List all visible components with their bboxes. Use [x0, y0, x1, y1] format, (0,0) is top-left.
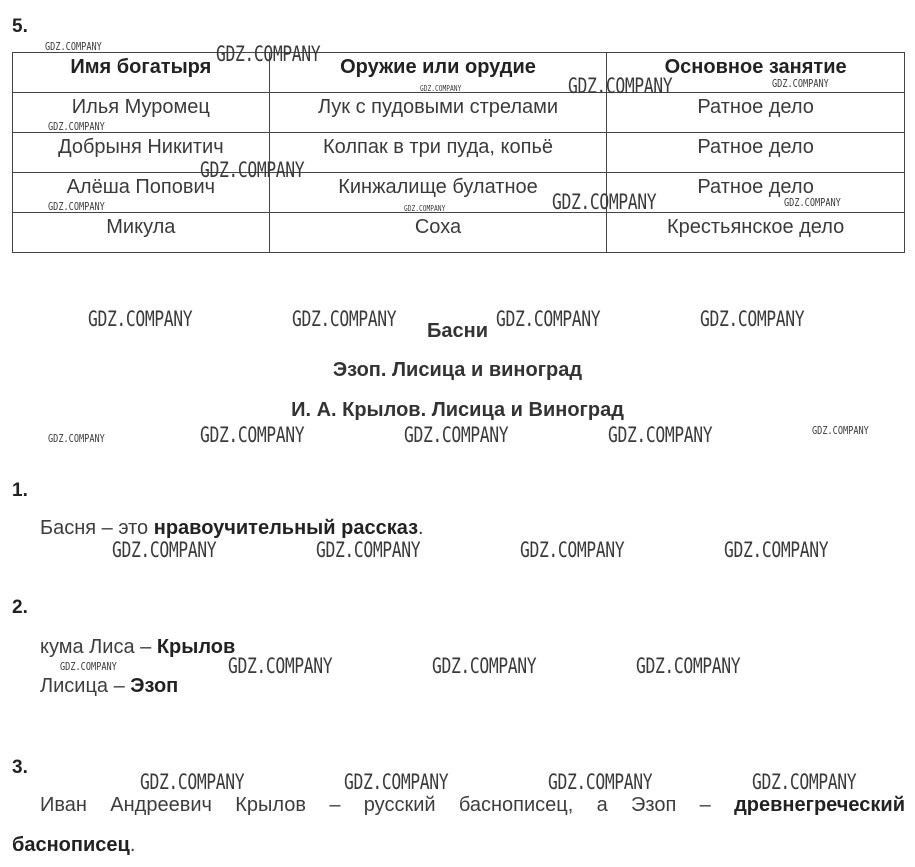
- section-subtitle-krylov: И. А. Крылов. Лисица и Виноград: [291, 399, 624, 421]
- watermark: GDZ.COMPANY: [404, 204, 446, 213]
- watermark: GDZ.COMPANY: [404, 423, 509, 447]
- answer-1-bold: нравоучительный рассказ: [153, 517, 419, 539]
- watermark: GDZ.COMPANY: [292, 307, 397, 331]
- header-occupation: Основное занятие: [607, 53, 905, 93]
- watermark: GDZ.COMPANY: [568, 74, 673, 98]
- watermark: GDZ.COMPANY: [812, 424, 869, 437]
- answer-3-line1: [40, 794, 905, 817]
- answer-2-line2-bold: Эзоп: [130, 675, 179, 697]
- table-row: [13, 213, 905, 253]
- table-cell: Микула: [13, 213, 270, 253]
- watermark: GDZ.COMPANY: [112, 538, 217, 562]
- watermark: GDZ.COMPANY: [200, 158, 305, 182]
- watermark: GDZ.COMPANY: [700, 307, 805, 331]
- table-cell: Кинжалище булатное: [269, 173, 607, 213]
- watermark: GDZ.COMPANY: [520, 538, 625, 562]
- watermark: GDZ.COMPANY: [60, 660, 117, 673]
- table-row: [13, 133, 905, 173]
- watermark: GDZ.COMPANY: [216, 42, 321, 66]
- table-row: [13, 173, 905, 213]
- answer-2-line1: [40, 636, 235, 659]
- section-title: Басни: [427, 320, 488, 342]
- answer-2-line1-text: кума Лиса –: [40, 636, 157, 658]
- watermark: GDZ.COMPANY: [316, 538, 421, 562]
- watermark: GDZ.COMPANY: [496, 307, 601, 331]
- watermark: GDZ.COMPANY: [200, 423, 305, 447]
- answer-2-line2-text: Лисица –: [40, 675, 131, 697]
- table-cell: Колпак в три пуда, копьё: [269, 133, 607, 173]
- table-cell: Алёша Попович: [13, 173, 270, 213]
- answer-3-bold2: баснописец: [12, 834, 130, 856]
- answer-1-end: .: [418, 517, 424, 539]
- question-number-2: 2.: [12, 597, 28, 618]
- table-cell: Лук с пудовыми стрелами: [269, 93, 607, 133]
- watermark: GDZ.COMPANY: [608, 423, 713, 447]
- table-cell: Ратное дело: [607, 173, 905, 213]
- watermark: GDZ.COMPANY: [552, 190, 657, 214]
- table-cell: Ратное дело: [607, 93, 905, 133]
- watermark: GDZ.COMPANY: [344, 770, 449, 794]
- section-subtitle-aesop: Эзоп. Лисица и виноград: [332, 359, 583, 381]
- answer-1: [40, 517, 424, 540]
- watermark: GDZ.COMPANY: [636, 654, 741, 678]
- header-weapon: Оружие или орудие: [269, 53, 607, 93]
- table-cell: Ратное дело: [607, 133, 905, 173]
- watermark: GDZ.COMPANY: [45, 40, 102, 53]
- watermark: GDZ.COMPANY: [752, 770, 857, 794]
- table-cell: Илья Муромец: [13, 93, 270, 133]
- table-cell: Соха: [269, 213, 607, 253]
- watermark: GDZ.COMPANY: [48, 432, 105, 445]
- task-number-5: 5.: [12, 16, 28, 37]
- question-number-1: 1.: [12, 480, 28, 501]
- question-number-3: 3.: [12, 757, 28, 778]
- watermark: GDZ.COMPANY: [48, 120, 105, 133]
- watermark: GDZ.COMPANY: [48, 200, 105, 213]
- watermark: GDZ.COMPANY: [772, 77, 829, 90]
- answer-3-text: Иван Андреевич Крылов – русский баснописец, а Эзоп –: [40, 794, 735, 816]
- watermark: GDZ.COMPANY: [724, 538, 829, 562]
- header-name: Имя богатыря: [13, 53, 270, 93]
- answer-3-line2: [12, 834, 135, 857]
- answer-3-bold1: древнегреческий: [734, 794, 905, 816]
- answer-2-line1-bold: Крылов: [156, 636, 236, 658]
- table-row: [13, 93, 905, 133]
- watermark: GDZ.COMPANY: [420, 84, 462, 93]
- watermark: GDZ.COMPANY: [784, 196, 841, 209]
- answer-1-text: Басня – это: [40, 517, 154, 539]
- watermark: GDZ.COMPANY: [548, 770, 653, 794]
- watermark: GDZ.COMPANY: [140, 770, 245, 794]
- watermark: GDZ.COMPANY: [228, 654, 333, 678]
- answer-3-end: .: [129, 834, 136, 856]
- table-cell: Добрыня Никитич: [13, 133, 270, 173]
- watermark: GDZ.COMPANY: [432, 654, 537, 678]
- table-cell: Крестьянское дело: [607, 213, 905, 253]
- answer-2-line2: [40, 675, 178, 698]
- watermark: GDZ.COMPANY: [88, 307, 193, 331]
